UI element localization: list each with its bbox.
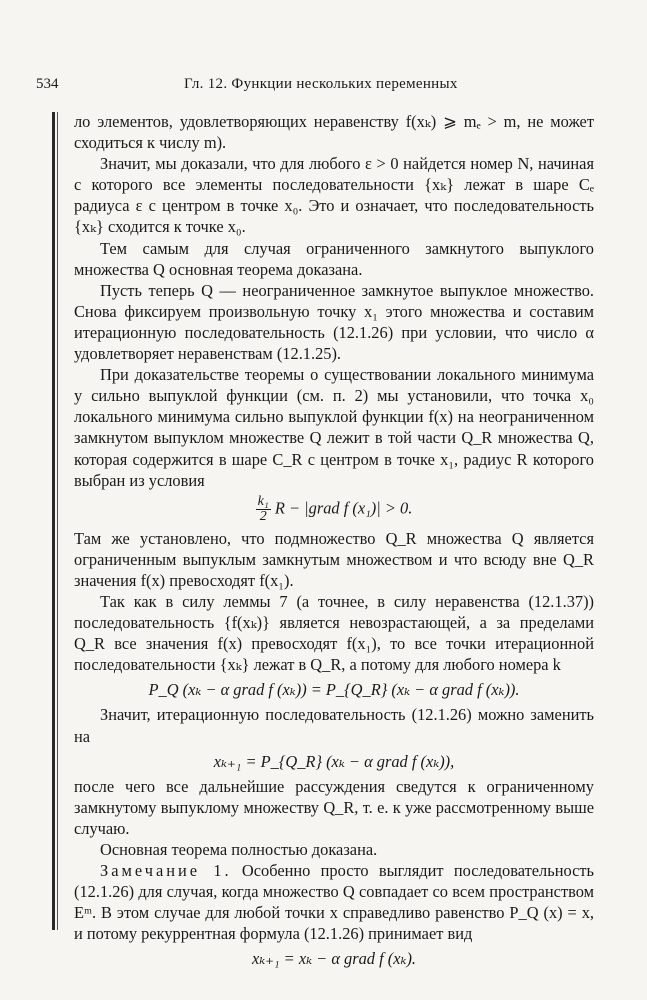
- paragraph-3: Тем самым для случая ограниченного замкнутого выпуклого множества Q основная теорема доказана.: [74, 238, 594, 279]
- paragraph-11: [74, 860, 594, 944]
- paragraph-6: Там же установлено, что подмножество Q_R множества Q является ограниченным выпуклым замкнутым множеством и что всюду вне Q_R значения f(x) превосходят f(x₁).: [74, 528, 594, 590]
- formula-4: xₖ₊₁ = xₖ − α grad f (xₖ).: [251, 949, 417, 969]
- paragraph-4: Пусть теперь Q — неограниченное замкнутое выпуклое множество. Снова фиксируем произвольную точку x₁ этого множества и составим итерационную последовательность (12.1.26) при условии, что число α удовлетворяет неравенствам (12.1.25).: [74, 280, 594, 364]
- margin-rule: [52, 112, 55, 930]
- remark-label: Замечание 1.: [100, 861, 232, 881]
- page-header: [36, 76, 608, 98]
- paragraph-9: после чего все дальнейшие рассуждения сведутся к ограниченному замкнутому выпуклому множеству Q_R, т. е. к уже рассмотренному выше случаю.: [74, 776, 594, 838]
- remark-text: Особенно просто выглядит последовательность (12.1.26) для случая, когда множество Q совпадает со всем пространством Eᵐ. В этом случае для любой точки x справедливо равенство P_Q (x) = x, и потому рекуррентная формула (12.1.26) принимает вид: [74, 861, 594, 944]
- formula-1-numerator: k₁: [257, 493, 269, 509]
- formula-1-fraction: [256, 495, 271, 524]
- formula-1: [74, 495, 594, 524]
- paragraph-2: Значит, мы доказали, что для любого ε > 0 найдется номер N, начиная с которого все элементы последовательности {xₖ} лежат в шаре Cₑ радиуса ε с центром в точке x₀. Это и означает, что последовательность {xₖ} сходится к точке x₀.: [74, 154, 594, 237]
- margin-rule-thin: [57, 112, 58, 930]
- formula-1-rest: R − |grad f (x₁)| > 0.: [274, 497, 413, 517]
- paragraph-1: ло элементов, удовлетворяющих неравенству f(xₖ) ⩾ mₑ > m, не может сходиться к числу m).: [74, 112, 594, 153]
- paragraph-7: Так как в силу леммы 7 (а точнее, в силу неравенства (12.1.37)) последовательность {f(xₖ)} является невозрастающей, а за пределами Q_R все значения f(x) превосходят f(x₁), то все точки итерационной последовательности {xₖ} лежат в Q_R, а потому для любого номера k: [74, 591, 594, 675]
- formula-1-denominator: 2: [259, 508, 267, 524]
- text-block: [74, 111, 594, 974]
- formula-3: xₖ₊₁ = P_{Q_R} (xₖ − α grad f (xₖ)),: [213, 751, 455, 771]
- running-title: Гл. 12. Функции нескольких переменных: [184, 76, 458, 92]
- page-number: 534: [36, 76, 59, 92]
- formula-2: P_Q (xₖ − α grad f (xₖ)) = P_{Q_R} (xₖ − α grad f (xₖ)).: [148, 680, 520, 700]
- paragraph-8: Значит, итерационную последовательность (12.1.26) можно заменить на: [74, 705, 594, 746]
- paragraph-10: Основная теорема полностью доказана.: [100, 840, 378, 859]
- paragraph-5: При доказательстве теоремы о существовании локального минимума у сильно выпуклой функции (см. п. 2) мы установили, что точка x₀ локального минимума сильно выпуклой функции f(x) на неограниченном замкнутом выпуклом множестве Q лежит в той части Q_R множества Q, которая содержится в шаре C_R с центром в точке x₁, радиус R которого выбран из условия: [74, 365, 594, 490]
